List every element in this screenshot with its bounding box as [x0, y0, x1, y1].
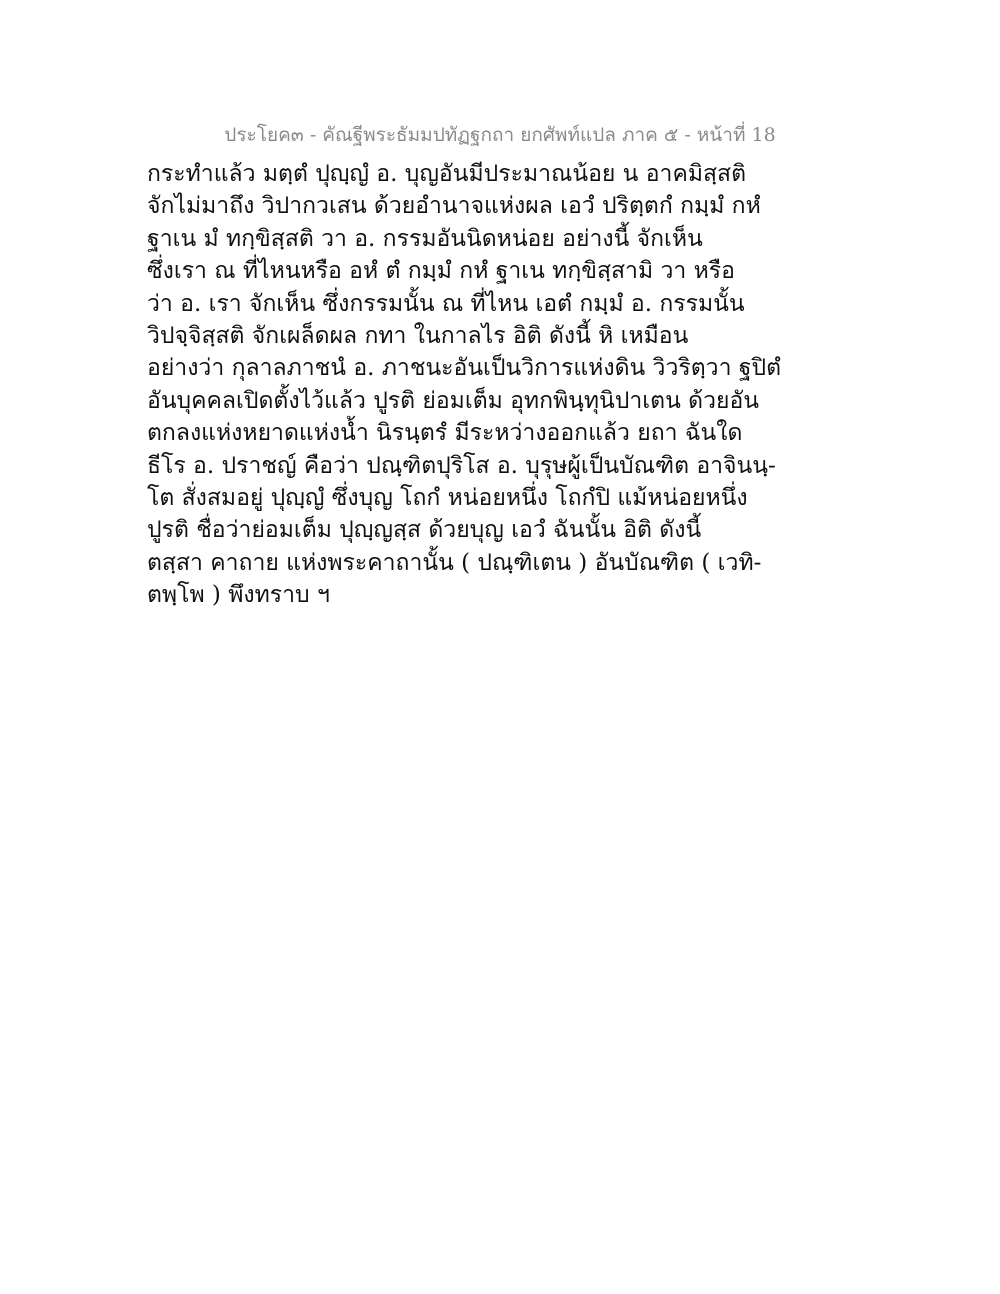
text-line: อันบุคคลเปิดตั้งไว้แล้ว ปูรติ ย่อมเต็ม อุทกพินฺทุนิปาเตน ด้วยอัน: [147, 387, 759, 414]
text-line: ตกลงแห่งหยาดแห่งน้ำ นิรนฺตรํ มีระหว่างออกแล้ว ยถา ฉันใด: [147, 420, 743, 447]
text-line: ฐาเน มํ ทกฺขิสฺสติ วา อ. กรรมอันนิดหน่อย อย่างนี้ จักเห็น: [147, 225, 703, 252]
text-line: ว่า อ. เรา จักเห็น ซึ่งกรรมนั้น ณ ที่ไหน เอตํ กมฺมํ อ. กรรมนั้น: [147, 290, 745, 317]
page-header: ประโยค๓ - คัณฐีพระธัมมปทัฏฐกถา ยกศัพท์แปล ภาค ๕ - หน้าที่ 18: [224, 124, 776, 146]
text-line: วิปจฺจิสฺสติ จักเผล็ดผล กทา ในกาลไร อิติ ดังนี้ หิ เหมือน: [147, 323, 689, 350]
text-line: ธีโร อ. ปราชญ์ คือว่า ปณฺฑิตปุริโส อ. บุรุษผู้เป็นบัณฑิต อาจินนฺ-: [147, 452, 776, 479]
text-line: ปูรติ ชื่อว่าย่อมเต็ม ปุญฺญสฺส ด้วยบุญ เอวํ ฉันนั้น อิติ ดังนี้: [147, 517, 702, 544]
text-line: อย่างว่า กุลาลภาชนํ อ. ภาชนะอันเป็นวิการแห่งดิน วิวริตฺวา ฐปิตํ: [147, 355, 782, 382]
text-line: ซึ่งเรา ณ ที่ไหนหรือ อหํ ตํ กมฺมํ กหํ ฐาเน ทกฺขิสฺสามิ วา หรือ: [147, 258, 735, 285]
text-line: โต สั่งสมอยู่ ปุญฺญํ ซึ่งบุญ โถกํ หน่อยหนึ่ง โถกํปิ แม้หน่อยหนึ่ง: [147, 485, 748, 512]
text-line: กระทำแล้ว มตฺตํ ปุญฺญํ อ. บุญอันมีประมาณน้อย น อาคมิสฺสติ: [147, 161, 746, 187]
text-line: ตพฺโพ ) พึงทราบ ฯ: [147, 582, 330, 609]
text-line: ตสฺสา คาถาย แห่งพระคาถานั้น ( ปณฺฑิเตน ) อันบัณฑิต ( เวทิ-: [147, 549, 762, 576]
body-text: [147, 158, 867, 612]
text-line: จักไม่มาถึง วิปากวเสน ด้วยอำนาจแห่งผล เอวํ ปริตฺตกํ กมฺมํ กหํ: [147, 193, 761, 220]
